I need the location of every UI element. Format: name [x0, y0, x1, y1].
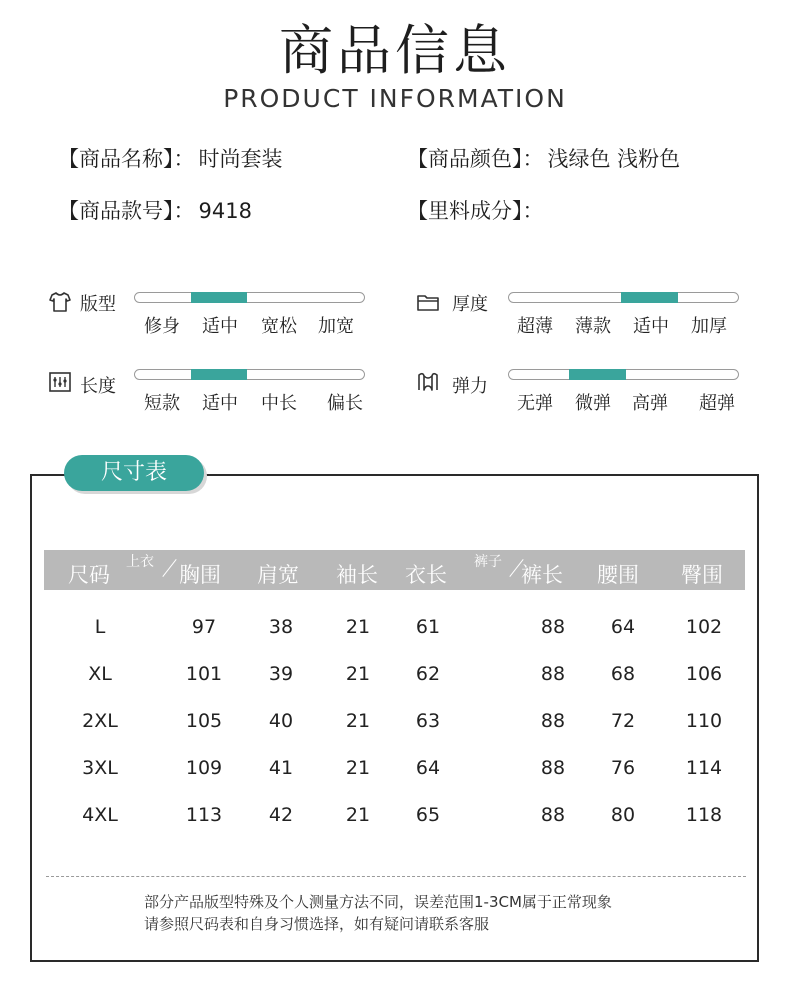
length-option-4: 偏长 [327, 393, 363, 414]
fit-option-2: 适中 [202, 316, 238, 337]
param-label-length: 长度 [80, 376, 116, 397]
info-style-no [58, 195, 252, 225]
table-cell: 40 [268, 710, 294, 732]
table-cell: 88 [540, 710, 566, 732]
table-cell: 61 [415, 616, 441, 638]
slider-elasticity [508, 369, 739, 380]
table-cell: 102 [685, 616, 723, 638]
table-cell: XL [88, 663, 112, 685]
table-cell: 42 [268, 804, 294, 826]
length-icon [48, 370, 72, 394]
table-cell: 38 [268, 616, 294, 638]
table-cell: 21 [345, 804, 371, 826]
info-color-label: 【商品颜色】： [407, 147, 544, 171]
slider-thickness-fill [621, 292, 678, 303]
page-title: 商品信息 [279, 19, 511, 82]
header-top-label: 上衣 [126, 554, 154, 570]
slider-fit [134, 292, 365, 303]
thickness-option-1: 超薄 [517, 316, 553, 337]
length-option-2: 适中 [202, 393, 238, 414]
table-cell: 88 [540, 616, 566, 638]
table-cell: 101 [185, 663, 223, 685]
table-cell: 97 [191, 616, 217, 638]
info-style-no-label: 【商品款号】： [58, 199, 195, 223]
table-cell: 21 [345, 616, 371, 638]
table-cell: 88 [540, 804, 566, 826]
table-cell: 106 [685, 663, 723, 685]
table-cell: 109 [185, 757, 223, 779]
elasticity-option-1: 无弹 [517, 393, 553, 414]
header-shoulder: 肩宽 [257, 563, 299, 587]
note-line-1: 部分产品版型特殊及个人测量方法不同，误差范围1-3CM属于正常现象 [144, 893, 612, 911]
note-line-2: 请参照尺码表和自身习惯选择，如有疑问请联系客服 [144, 915, 490, 933]
length-option-1: 短款 [144, 393, 180, 414]
header-sleeve: 袖长 [336, 563, 378, 587]
slider-length [134, 369, 365, 380]
info-lining-label: 【里料成分】： [407, 199, 544, 223]
table-cell: 105 [185, 710, 223, 732]
header-top-length: 衣长 [405, 563, 447, 587]
folder-icon [416, 290, 440, 314]
table-cell: 72 [610, 710, 636, 732]
table-cell: 118 [685, 804, 723, 826]
table-cell: 2XL [82, 710, 118, 732]
slider-thickness [508, 292, 739, 303]
table-cell: 39 [268, 663, 294, 685]
table-cell: 21 [345, 663, 371, 685]
fit-option-4: 加宽 [318, 316, 354, 337]
info-name [58, 143, 283, 173]
info-name-label: 【商品名称】： [58, 147, 195, 171]
table-cell: 4XL [82, 804, 118, 826]
thickness-option-4: 加厚 [691, 316, 727, 337]
info-color [407, 143, 680, 173]
table-cell: 41 [268, 757, 294, 779]
slider-elasticity-fill [569, 369, 626, 380]
tshirt-icon [48, 290, 72, 314]
size-table-header [44, 550, 745, 590]
elasticity-option-4: 超弹 [699, 393, 735, 414]
table-cell: 88 [540, 757, 566, 779]
table-cell: 64 [610, 616, 636, 638]
table-cell: 64 [415, 757, 441, 779]
size-chart-title: 尺寸表 [64, 455, 204, 491]
table-cell: 76 [610, 757, 636, 779]
length-option-3: 中长 [261, 393, 297, 414]
param-label-thickness: 厚度 [452, 294, 488, 315]
thickness-option-3: 适中 [633, 316, 669, 337]
info-lining [407, 195, 548, 225]
header-waist: 腰围 [597, 563, 639, 587]
table-cell: 21 [345, 757, 371, 779]
table-cell: 110 [685, 710, 723, 732]
table-cell: 113 [185, 804, 223, 826]
slider-fit-fill [191, 292, 247, 303]
elastic-icon [416, 370, 440, 394]
table-cell: 114 [685, 757, 723, 779]
info-color-value: 浅绿色 浅粉色 [547, 147, 681, 171]
elasticity-option-2: 微弹 [575, 393, 611, 414]
table-cell: 68 [610, 663, 636, 685]
table-cell: 3XL [82, 757, 118, 779]
header-pants-label: 裤子 [474, 554, 502, 570]
header-pants-length: 裤长 [521, 563, 563, 587]
table-cell: 63 [415, 710, 441, 732]
info-style-no-value: 9418 [198, 199, 252, 223]
info-name-value: 时尚套装 [198, 147, 283, 171]
slider-length-fill [191, 369, 247, 380]
thickness-option-2: 薄款 [575, 316, 611, 337]
fit-option-3: 宽松 [261, 316, 297, 337]
fit-option-1: 修身 [144, 316, 180, 337]
table-cell: 80 [610, 804, 636, 826]
table-cell: 65 [415, 804, 441, 826]
param-label-elasticity: 弹力 [452, 376, 488, 397]
header-hip: 臀围 [681, 563, 723, 587]
table-cell: 21 [345, 710, 371, 732]
table-cell: 88 [540, 663, 566, 685]
notes-divider [46, 876, 746, 877]
header-chest: 胸围 [179, 563, 221, 587]
table-cell: L [94, 616, 106, 638]
elasticity-option-3: 高弹 [632, 393, 668, 414]
header-size: 尺码 [68, 563, 110, 587]
param-label-fit: 版型 [80, 294, 116, 315]
page-subtitle: PRODUCT INFORMATION [223, 84, 567, 113]
table-cell: 62 [415, 663, 441, 685]
